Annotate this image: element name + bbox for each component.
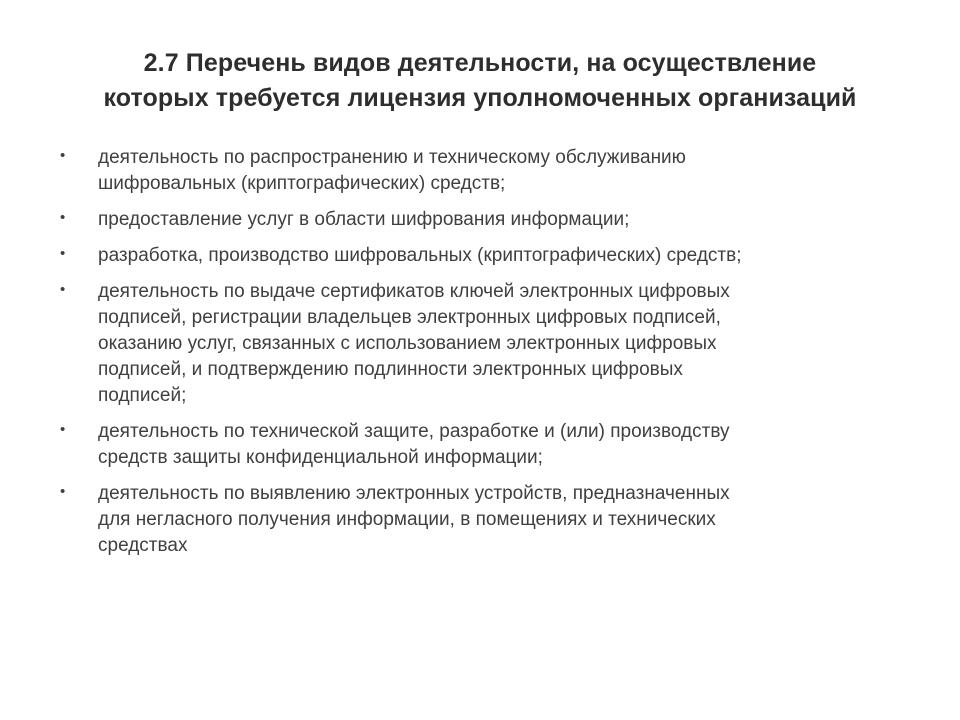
text-line: шифровальных (криптографических) средств; [98,173,506,194]
text-line: деятельность по выявлению электронных устройств, предназначенных [98,483,730,504]
bullet-icon: • [60,421,66,438]
bullet-icon: • [60,147,66,164]
text-line: подписей; [98,385,187,406]
list-item [60,145,920,197]
slide-title [40,46,920,116]
list-item-text [98,243,920,269]
list-item-text [98,145,920,197]
slide-title-line: которых требуется лицензия уполномоченных организаций [103,84,857,112]
list-item [60,207,920,233]
list-item-text [98,207,920,233]
text-line: деятельность по выдаче сертификатов ключей электронных цифровых [98,281,730,302]
list-item [60,481,920,559]
text-line: разработка, производство шифровальных (криптографических) средств; [98,245,742,266]
text-line: деятельность по технической защите, разработке и (или) производству [98,421,730,442]
text-line: для негласного получения информации, в помещениях и технических [98,509,716,530]
slide-title-line: 2.7 Перечень видов деятельности, на осуществление [143,49,817,77]
list-item [60,243,920,269]
text-line: средств защиты конфиденциальной информации; [98,447,543,468]
list-item-text [98,481,920,559]
list-item [60,419,920,471]
text-line: подписей, и подтверждению подлинности электронных цифровых [98,359,683,380]
bullet-icon: • [60,209,66,226]
bullet-list [60,145,920,569]
text-line: оказанию услуг, связанных с использованием электронных цифровых [98,333,717,354]
text-line: средствах [98,535,188,556]
text-line: подписей, регистрации владельцев электронных цифровых подписей, [98,307,721,328]
text-line: деятельность по распространению и техническому обслуживанию [98,147,686,168]
list-item-text [98,419,920,471]
list-item [60,279,920,409]
bullet-icon: • [60,281,66,298]
text-line: предоставление услуг в области шифрования информации; [98,209,630,230]
bullet-icon: • [60,483,66,500]
list-item-text [98,279,920,409]
bullet-icon: • [60,245,66,262]
